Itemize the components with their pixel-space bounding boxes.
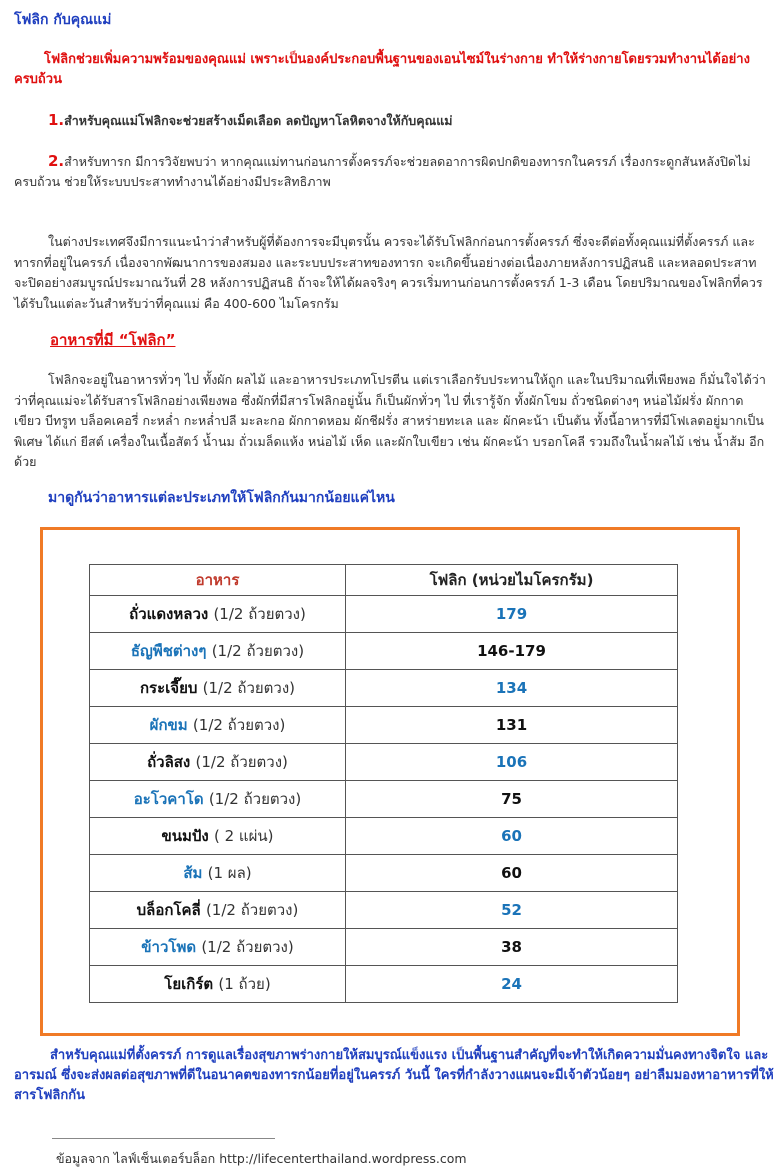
food-cell: [90, 744, 346, 781]
food-portion: (1/2 ถ้วยตวง): [213, 605, 306, 623]
folate-value: 146-179: [346, 633, 678, 670]
food-cell: [90, 781, 346, 818]
food-cell: [90, 929, 346, 966]
page-title: โฟลิก กับคุณแม่: [14, 12, 112, 28]
food-cell: [90, 966, 346, 1003]
food-name: ข้าวโพด: [141, 938, 197, 956]
point-mother: [48, 111, 453, 131]
point-number: 2.: [48, 152, 65, 170]
table-row: [90, 892, 678, 929]
food-name: อะโวคาโด: [133, 790, 204, 808]
point-text: สำหรับทารก มีการวิจัยพบว่า หากคุณแม่ทานก่อนการตั้งครรภ์จะช่วยลดอาการผิดปกติของทารกในครรภ์ เรื่องกระดูกสันหลังปิดไม่ครบถ้วน ช่วยให้ระบบประสาททำงานได้อย่างมีประสิทธิภาพ: [14, 154, 751, 189]
folate-value: 106: [346, 744, 678, 781]
folate-value: 179: [346, 596, 678, 633]
point-baby: [14, 151, 766, 192]
folate-value: 38: [346, 929, 678, 966]
folate-value: 24: [346, 966, 678, 1003]
paragraph-abroad: ในต่างประเทศจึงมีการแนะนำว่าสำหรับผู้ที่ต้องการจะมีบุตรนั้น ควรจะได้รับโฟลิกก่อนการตั้งครรภ์ ซึ่งจะดีต่อทั้งคุณแม่ที่ตั้งครรภ์ และทารกที่อยู่ในครรภ์ เนื่องจากพัฒนาการของสมอง และระบบประสาทของทารก จะเกิดขึ้นอย่างต่อเนื่องภายหลังการปฏิสนธิ และหลอดประสาทจะปิดอย่างสมบูรณ์ประมาณวันที่ 28 หลังการปฏิสนธิ ถ้าจะให้ได้ผลจริงๆ ควรเริ่มทานก่อนการตั้งครรภ์ 1-3 เดือน โดยปริมาณของโฟลิกที่ควรได้รับในแต่ละวันสำหรับว่าที่คุณแม่ คือ 400-600 ไมโครกรัม: [14, 234, 763, 311]
folate-value: 75: [346, 781, 678, 818]
food-portion: ( 2 แผ่น): [213, 827, 274, 845]
food-cell: [90, 818, 346, 855]
food-cell: [90, 855, 346, 892]
folate-value: 134: [346, 670, 678, 707]
intro-paragraph: โฟลิกช่วยเพิ่มความพร้อมของคุณแม่ เพราะเป็นองค์ประกอบพื้นฐานของเอนไซม์ในร่างกาย ทำให้ร่างกายโดยรวมทำงานได้อย่างครบถ้วน: [14, 52, 750, 87]
food-portion: (1/2 ถ้วยตวง): [202, 679, 296, 697]
food-portion: (1/2 ถ้วยตวง): [201, 938, 294, 956]
divider: [52, 1138, 275, 1139]
table-row: [90, 855, 678, 892]
food-cell: [90, 707, 346, 744]
food-name: โยเกิร์ต: [164, 975, 214, 993]
table-heading: มาดูกันว่าอาหารแต่ละประเภทให้โฟลิกกันมากน้อยแค่ไหน: [48, 490, 395, 506]
table-row: [90, 818, 678, 855]
food-name: ส้ม: [183, 864, 203, 882]
food-name: กระเจี๊ยบ: [139, 679, 198, 697]
table-row: [90, 966, 678, 1003]
food-portion: (1 ถ้วย): [218, 975, 271, 993]
food-name: ผักขม: [149, 716, 188, 734]
paragraph-foods: โฟลิกจะอยู่ในอาหารทั่วๆ ไป ทั้งผัก ผลไม้ และอาหารประเภทโปรตีน แต่เราเลือกรับประทานให้ถูก และในปริมาณที่เพียงพอ ก็มั่นใจได้ว่า ว่าที่คุณแม่จะได้รับสารโฟลิกอย่างเพียงพอ ซึ่งผักที่มีสารโฟลิกอยู่นั้น ก็เป็นผักทั่วๆ ไป ที่เรารู้จัก ทั้งผักโขม ถั่วชนิดต่างๆ หน่อไม้ฝรั่ง ผักกาดเขียว บีทรูท บล็อคเคอรี่ กะหล่ำ กะหล่ำปลี มะละกอ ผักกาดหอม ผักชีฝรั่ง สาหร่ายทะเล และ ผักคะน้า เป็นต้น ทั้งนี้อาหารที่มีโฟเลตอยู่มากเป็นพิเศษ ได้แก่ ยีสต์ เครื่องในเนื้อสัตว์ น้ำนม ถั่วเมล็ดแห้ง หน่อไม้ เห็ด และผักใบเขียว เช่น ผักคะน้า บรอกโคลี รวมถึงในน้ำผลไม้ เช่น น้ำส้ม อีกด้วย: [14, 372, 766, 469]
point-text: สำหรับคุณแม่โฟลิกจะช่วยสร้างเม็ดเลือด ลดปัญหาโลหิตจางให้กับคุณแม่: [64, 113, 453, 128]
folate-value: 60: [346, 818, 678, 855]
table-header-row: [90, 565, 678, 596]
food-portion: (1 ผล): [207, 864, 252, 882]
table-row: [90, 929, 678, 966]
folate-value: 52: [346, 892, 678, 929]
food-portion: (1/2 ถ้วยตวง): [205, 901, 299, 919]
header-folate: โฟลิก (หน่วยไมโครกรัม): [346, 565, 678, 596]
closing-paragraph: สำหรับคุณแม่ที่ตั้งครรภ์ การดูแลเรื่องสุขภาพร่างกายให้สมบูรณ์แข็งแรง เป็นพื้นฐานสำคัญที่จะทำให้เกิดความมั่นคงทางจิตใจ และอารมณ์ ซึ่งจะส่งผลต่อสุขภาพที่ดีในอนาคตของทารกน้อยที่อยู่ในครรภ์ วันนี้ ใครที่กำลังวางแผนจะมีเจ้าตัวน้อยๆ อย่าลืมมองหาอาหารที่ให้สารโฟลิกกัน: [14, 1048, 774, 1103]
food-portion: (1/2 ถ้วยตวง): [195, 753, 288, 771]
folate-value: 60: [346, 855, 678, 892]
table-frame: [40, 527, 740, 1036]
folate-table: [89, 564, 678, 1003]
food-portion: (1/2 ถ้วยตวง): [211, 642, 305, 660]
table-row: [90, 744, 678, 781]
folate-value: 131: [346, 707, 678, 744]
section-heading: อาหารที่มี “โฟลิก”: [50, 331, 176, 349]
food-portion: (1/2 ถ้วยตวง): [192, 716, 286, 734]
food-portion: (1/2 ถ้วยตวง): [208, 790, 302, 808]
source-credit: ข้อมูลจาก ไลฟ์เซ็นเตอร์บล็อก http://lifecenterthailand.wordpress.com: [56, 1151, 467, 1166]
food-name: ถั่วลิสง: [147, 753, 191, 771]
food-cell: [90, 633, 346, 670]
food-name: ธัญพืชต่างๆ: [130, 642, 207, 660]
header-food: อาหาร: [90, 565, 346, 596]
food-name: ถั่วแดงหลวง: [129, 605, 209, 623]
table-row: [90, 596, 678, 633]
food-cell: [90, 892, 346, 929]
food-name: ขนมปัง: [161, 827, 209, 845]
table-row: [90, 781, 678, 818]
food-cell: [90, 596, 346, 633]
point-number: 1.: [48, 111, 65, 129]
food-name: บล็อกโคลี่: [136, 901, 201, 919]
table-row: [90, 707, 678, 744]
table-row: [90, 633, 678, 670]
food-cell: [90, 670, 346, 707]
table-row: [90, 670, 678, 707]
